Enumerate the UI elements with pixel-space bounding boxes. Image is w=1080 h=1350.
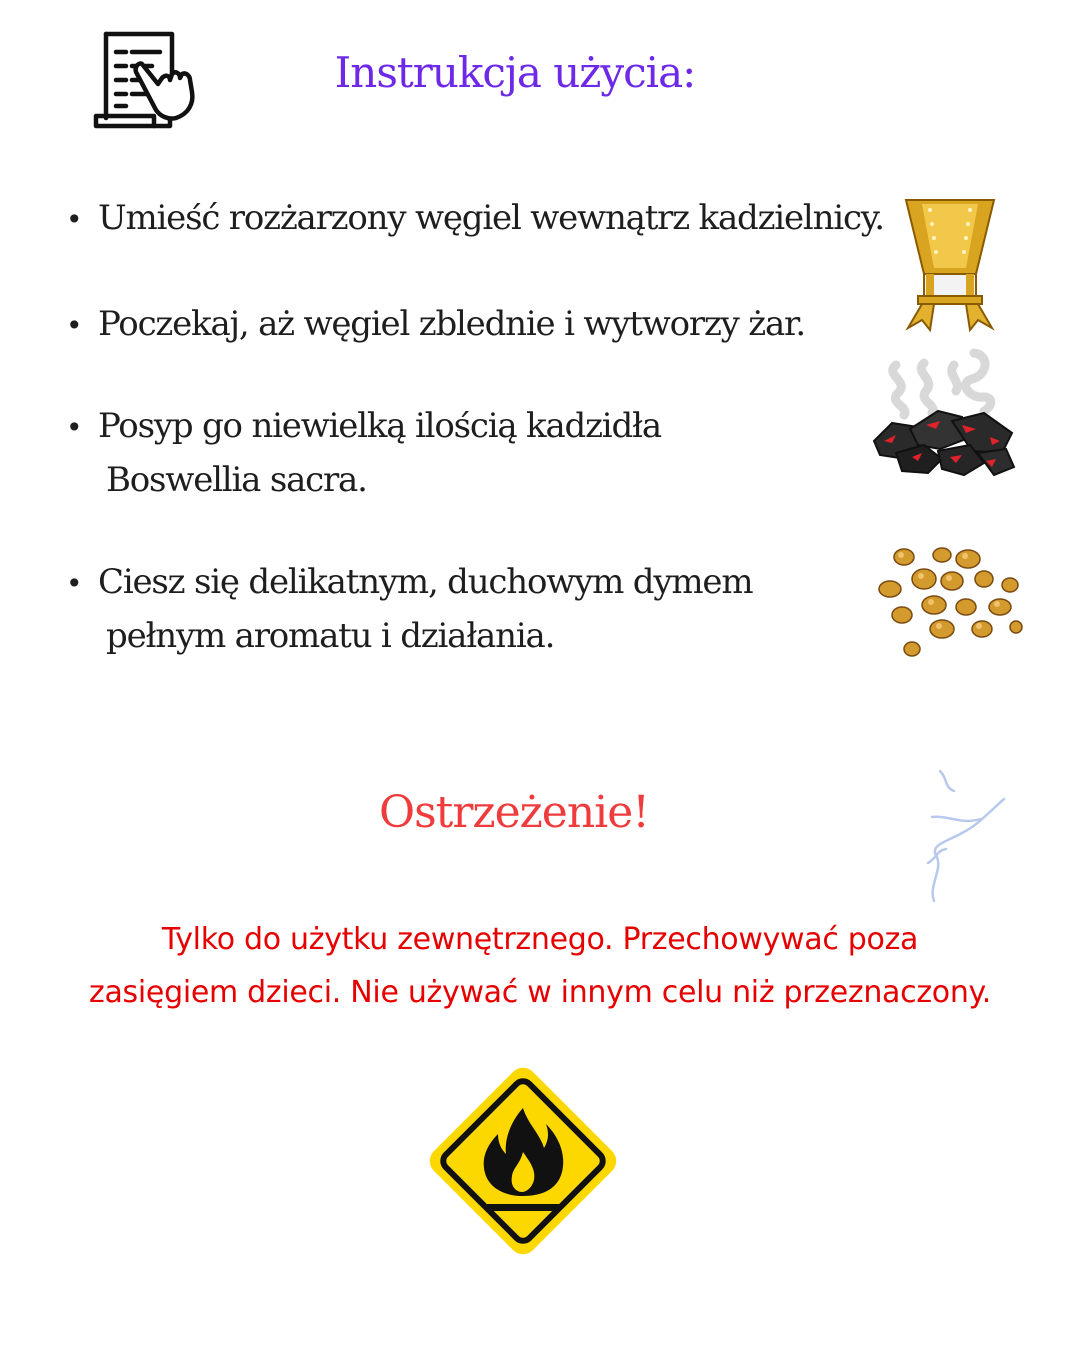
- bullet: •: [66, 567, 82, 600]
- instruction-step: [66, 556, 752, 662]
- incense-burner-icon: [900, 196, 1000, 336]
- page-title: Instrukcja użycia:: [334, 48, 696, 97]
- bullet: •: [66, 203, 82, 236]
- instruction-step: [66, 298, 805, 352]
- warning-text: zasięgiem dzieci. Nie używać w innym celu niż przeznaczony.: [89, 975, 991, 1010]
- step-text-continued: Boswellia sacra.: [106, 460, 367, 500]
- instruction-step: [66, 192, 884, 246]
- bullet: •: [66, 309, 82, 342]
- warning-title: Ostrzeżenie!: [379, 787, 649, 838]
- step-text: Posyp go niewielką ilością kadzidła: [98, 406, 661, 446]
- flammable-warning-icon: [416, 1054, 630, 1268]
- step-text: Poczekaj, aż węgiel zblednie i wytworzy żar.: [98, 304, 805, 344]
- step-text: Umieść rozżarzony węgiel wewnątrz kadzielnicy.: [98, 198, 884, 238]
- warning-text: Tylko do użytku zewnętrznego. Przechowywać poza: [161, 922, 919, 957]
- step-text-continued: pełnym aromatu i działania.: [106, 616, 555, 656]
- step-text: Ciesz się delikatnym, duchowym dymem: [98, 562, 753, 602]
- coal-icon: [866, 345, 1018, 480]
- bullet: •: [66, 411, 82, 444]
- frankincense-resin-icon: [872, 545, 1024, 663]
- instruction-step: [66, 400, 661, 506]
